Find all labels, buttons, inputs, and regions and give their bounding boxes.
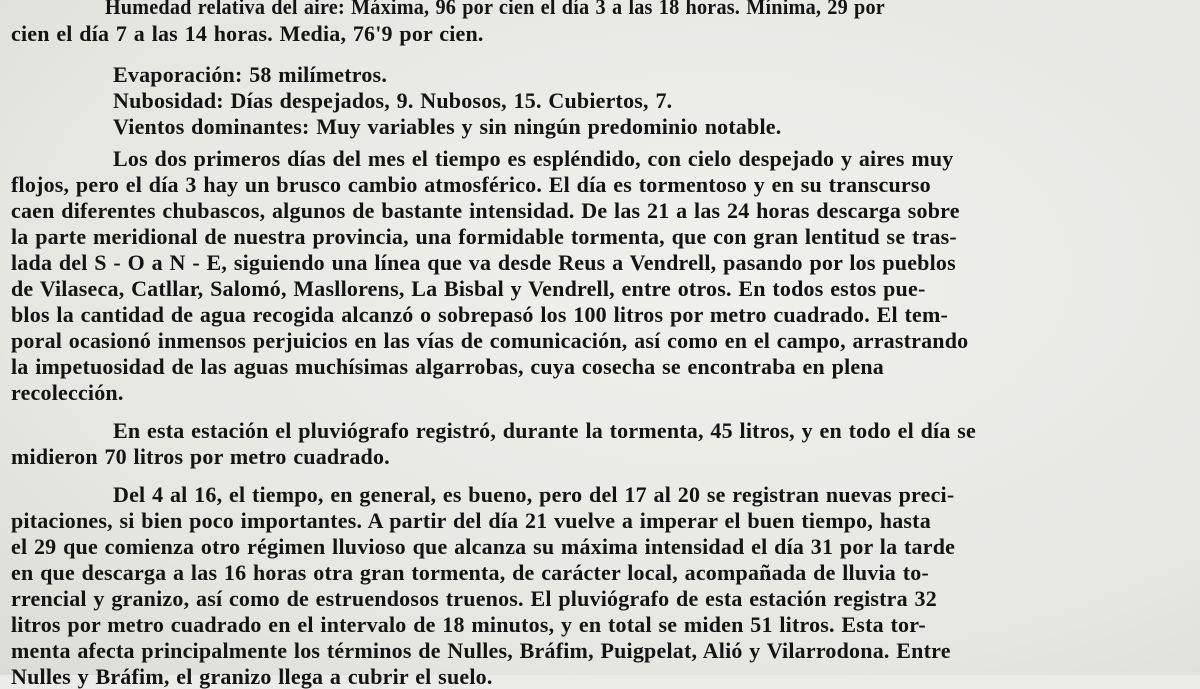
text-line: midieron 70 litros por metro cuadrado.	[11, 444, 390, 469]
text-line: la impetuosidad de las aguas muchísimas algarrobas, cuya cosecha se encontraba en plena	[11, 354, 884, 379]
text-line: blos la cantidad de agua recogida alcanzó o sobrepasó los 100 litros por metro cuadrado. El tem-	[11, 302, 949, 327]
text-line: la parte meridional de nuestra provincia, una formidable tormenta, que con gran lentitud se tras-	[11, 224, 957, 249]
text-line: poral ocasionó inmensos perjuicios en las vías de comunicación, así como en el campo, arrastrando	[11, 328, 969, 353]
text-line: el 29 que comienza otro régimen lluvioso que alcanza su máxima intensidad el día 31 por la tarde	[11, 534, 956, 559]
text-line: cien el día 7 a las 14 horas. Media, 76'9 por cien.	[11, 21, 484, 46]
text-line: rrencial y granizo, así como de estruendosos truenos. El pluviógrafo de esta estación registra 32	[11, 586, 937, 611]
text-line: Nulles y Bráfim, el granizo llega a cubrir el suelo.	[11, 664, 493, 689]
text-line: Humedad relativa del aire: Máxima, 96 por cien el día 3 a las 18 horas. Mínima, 29 por	[104, 0, 885, 19]
text-line: caen diferentes chubascos, algunos de bastante intensidad. De las 21 a las 24 horas descarga sobre	[11, 198, 960, 223]
text-line: de Vilaseca, Catllar, Salomó, Masllorens, La Bisbal y Vendrell, entre otros. En todos estos pue-	[11, 276, 926, 301]
text-line: Evaporación: 58 milímetros.	[113, 62, 388, 87]
text-line: lada del S - O a N - E, siguiendo una línea que va desde Reus a Vendrell, pasando por los pueblos	[11, 250, 956, 275]
text-line: pitaciones, si bien poco importantes. A partir del día 21 vuelve a imperar el buen tiempo, hasta	[11, 508, 931, 533]
text-line: en que descarga a las 16 horas otra gran tormenta, de carácter local, acompañada de lluvia to-	[11, 560, 929, 585]
text-line: flojos, pero el día 3 hay un brusco cambio atmosférico. El día es tormentoso y en su transcurso	[11, 172, 931, 197]
text-line: Del 4 al 16, el tiempo, en general, es bueno, pero del 17 al 20 se registran nuevas preci-	[113, 482, 955, 507]
text-line: litros por metro cuadrado en el intervalo de 18 minutos, y en total se miden 51 litros. Esta tor-	[11, 612, 926, 637]
text-line: Vientos dominantes: Muy variables y sin ningún predominio notable.	[113, 114, 782, 139]
text-line: menta afecta principalmente los términos de Nulles, Bráfim, Puigpelat, Alió y Vilarrodona. Entre	[11, 638, 951, 663]
text-line: recolección.	[11, 380, 124, 405]
text-line: Los dos primeros días del mes el tiempo es espléndido, con cielo despejado y aires muy	[113, 146, 954, 171]
text-line: Nubosidad: Días despejados, 9. Nubosos, 15. Cubiertos, 7.	[113, 88, 673, 113]
text-line: En esta estación el pluviógrafo registró, durante la tormenta, 45 litros, y en todo el día se	[113, 418, 976, 443]
